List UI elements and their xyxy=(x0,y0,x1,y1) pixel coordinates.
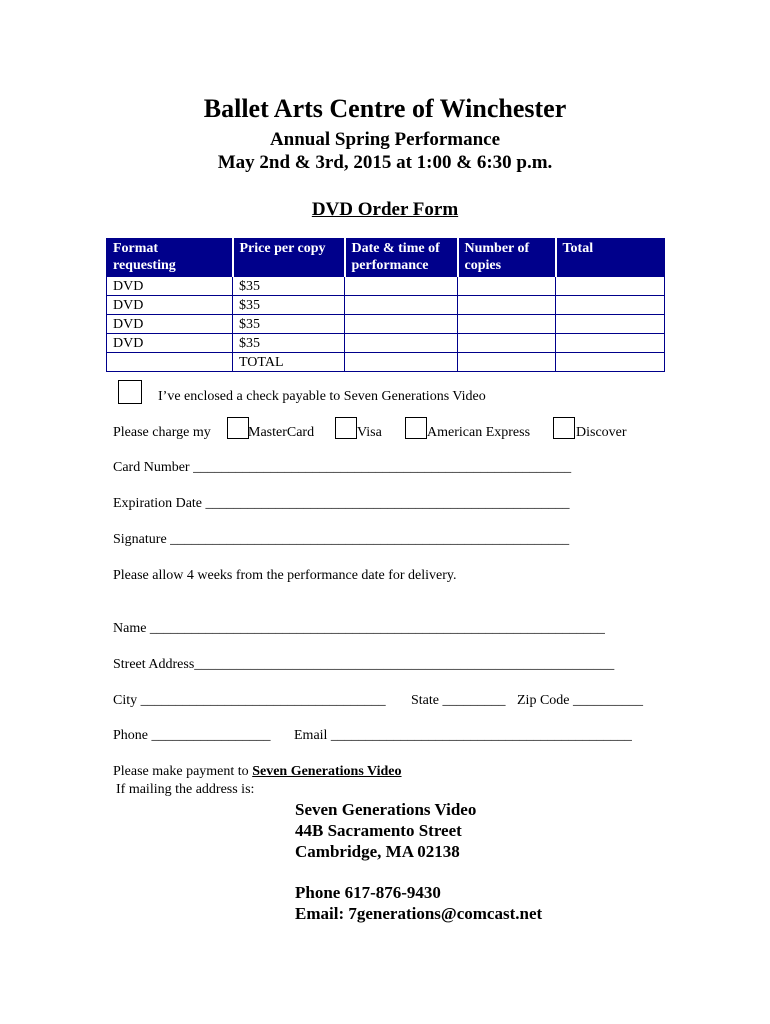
table-row xyxy=(107,315,665,334)
format-cell: DVD xyxy=(107,315,233,334)
copies-input-cell[interactable] xyxy=(458,315,556,334)
email-field[interactable]: Email ___________________________________________ xyxy=(294,728,632,743)
date-input-cell[interactable] xyxy=(345,296,458,315)
table-total-row xyxy=(107,353,665,372)
contact-email: Email: 7generations@comcast.net xyxy=(295,904,543,923)
mastercard-label: MasterCard xyxy=(248,425,315,440)
empty-cell xyxy=(345,353,458,372)
discover-checkbox[interactable] xyxy=(553,417,575,439)
mailing-note: If mailing the address is: xyxy=(116,782,255,797)
total-input-cell[interactable] xyxy=(556,296,665,315)
format-cell: DVD xyxy=(107,277,233,296)
empty-cell xyxy=(107,353,233,372)
address-street: 44B Sacramento Street xyxy=(295,821,462,840)
contact-phone: Phone 617-876-9430 xyxy=(295,883,441,902)
copies-input-cell[interactable] xyxy=(458,296,556,315)
charge-label: Please charge my xyxy=(113,425,211,440)
state-field[interactable]: State _________ xyxy=(411,693,506,708)
order-table xyxy=(106,238,665,372)
address-city: Cambridge, MA 02138 xyxy=(295,842,460,861)
address-name: Seven Generations Video xyxy=(295,800,477,819)
header-copies: Number of copies xyxy=(458,239,556,277)
format-cell: DVD xyxy=(107,334,233,353)
copies-input-cell[interactable] xyxy=(458,334,556,353)
table-row xyxy=(107,277,665,296)
header-date: Date & time of performance xyxy=(345,239,458,277)
date-input-cell[interactable] xyxy=(345,334,458,353)
payment-instruction: Please make payment to Seven Generations Video xyxy=(113,764,402,779)
street-address-field[interactable]: Street Address____________________________________________________________ xyxy=(113,657,615,672)
header-price: Price per copy xyxy=(233,239,345,277)
visa-label: Visa xyxy=(357,425,382,440)
mastercard-checkbox[interactable] xyxy=(227,417,249,439)
phone-field[interactable]: Phone _________________ xyxy=(113,728,271,743)
form-title: DVD Order Form xyxy=(311,199,459,220)
total-input-cell[interactable] xyxy=(556,277,665,296)
format-cell: DVD xyxy=(107,296,233,315)
copies-input-cell[interactable] xyxy=(458,277,556,296)
check-enclosed-checkbox[interactable] xyxy=(118,380,142,404)
event-dates: May 2nd & 3rd, 2015 at 1:00 & 6:30 p.m. xyxy=(217,152,553,173)
payee-name: Seven Generations Video xyxy=(252,764,402,779)
price-cell: $35 xyxy=(233,334,345,353)
table-header-row xyxy=(107,239,665,277)
total-input-cell[interactable] xyxy=(556,315,665,334)
signature-field[interactable]: Signature _________________________________________________________ xyxy=(113,532,570,547)
visa-checkbox[interactable] xyxy=(335,417,357,439)
date-input-cell[interactable] xyxy=(345,277,458,296)
grand-total-input-cell[interactable] xyxy=(556,353,665,372)
expiration-date-field[interactable]: Expiration Date ____________________________________________________ xyxy=(113,496,570,511)
empty-cell xyxy=(458,353,556,372)
event-subtitle: Annual Spring Performance xyxy=(269,129,501,150)
city-field[interactable]: City ___________________________________ xyxy=(113,693,386,708)
card-number-field[interactable]: Card Number ______________________________________________________ xyxy=(113,460,572,475)
check-enclosed-label: I’ve enclosed a check payable to Seven Generations Video xyxy=(158,389,486,404)
discover-label: Discover xyxy=(576,425,627,440)
header-total: Total xyxy=(556,239,665,277)
header-format: Format requesting xyxy=(107,239,233,277)
table-row xyxy=(107,296,665,315)
price-cell: $35 xyxy=(233,315,345,334)
date-input-cell[interactable] xyxy=(345,315,458,334)
total-label-cell: TOTAL xyxy=(233,353,345,372)
page-title: Ballet Arts Centre of Winchester xyxy=(203,94,567,123)
delivery-note: Please allow 4 weeks from the performance date for delivery. xyxy=(113,568,457,583)
total-input-cell[interactable] xyxy=(556,334,665,353)
table-row xyxy=(107,334,665,353)
name-field[interactable]: Name _________________________________________________________________ xyxy=(113,621,605,636)
price-cell: $35 xyxy=(233,277,345,296)
amex-checkbox[interactable] xyxy=(405,417,427,439)
price-cell: $35 xyxy=(233,296,345,315)
amex-label: American Express xyxy=(427,425,531,440)
zip-code-field[interactable]: Zip Code __________ xyxy=(517,693,643,708)
